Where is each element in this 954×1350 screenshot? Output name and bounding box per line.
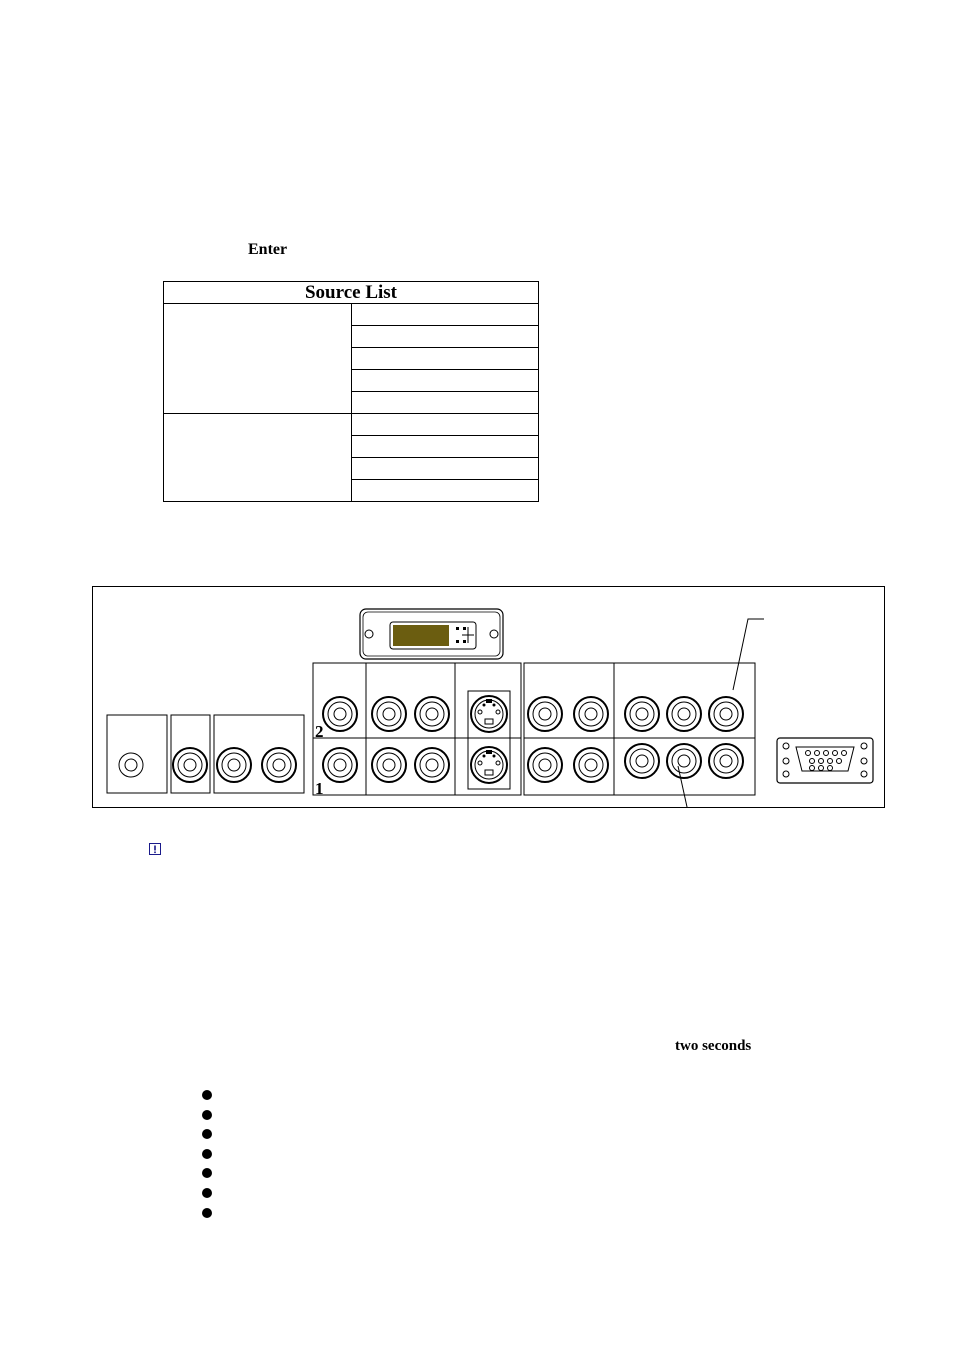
source-item: [351, 370, 539, 392]
rca-jack: [625, 697, 659, 731]
source-item: [351, 392, 539, 414]
rca-jack: [574, 697, 608, 731]
rca-jack: [667, 697, 701, 731]
rca-jack: [323, 748, 357, 782]
source-list-title: Source List: [164, 282, 539, 304]
source-item: [351, 348, 539, 370]
source-item: [351, 414, 539, 436]
s-video-jack: [471, 747, 507, 783]
rca-jack: [528, 748, 562, 782]
source-item: [351, 326, 539, 348]
source-item: [351, 480, 539, 502]
rca-jack: [709, 744, 743, 778]
bullet-icon: [202, 1208, 212, 1218]
source-item: [351, 304, 539, 326]
rca-jack: [372, 748, 406, 782]
bullet-icon: [202, 1129, 212, 1139]
rca-jack: [415, 748, 449, 782]
bullet-list: [202, 1090, 212, 1227]
source-group-2: [164, 414, 352, 502]
rca-jack: [415, 697, 449, 731]
rca-jack: [173, 748, 207, 782]
enter-key-label: Enter: [248, 241, 288, 258]
rca-jack: [709, 697, 743, 731]
bullet-icon: [202, 1149, 212, 1159]
source-item: [351, 458, 539, 480]
s-video-jack: [471, 696, 507, 732]
caution-note-icon: [149, 843, 161, 855]
rca-jack: [625, 744, 659, 778]
rca-jack: [217, 748, 251, 782]
two-seconds-label: two seconds: [675, 1038, 752, 1054]
bullet-icon: [202, 1090, 212, 1100]
dvi-connector: [360, 609, 503, 659]
bullet-icon: [202, 1168, 212, 1178]
rear-panel-diagram: [92, 586, 885, 808]
bullet-icon: [202, 1110, 212, 1120]
rca-jack: [528, 697, 562, 731]
source-item: [351, 436, 539, 458]
rca-jack: [323, 697, 357, 731]
rca-jack: [372, 697, 406, 731]
rca-jack: [574, 748, 608, 782]
source-group-1: [164, 304, 352, 414]
source-list-table: [163, 281, 539, 502]
bullet-icon: [202, 1188, 212, 1198]
rca-jack: [667, 744, 701, 778]
row-label-2: 2: [315, 722, 324, 741]
row-label-1: 1: [315, 779, 324, 798]
vga-connector: [777, 738, 873, 783]
rca-jack: [262, 748, 296, 782]
